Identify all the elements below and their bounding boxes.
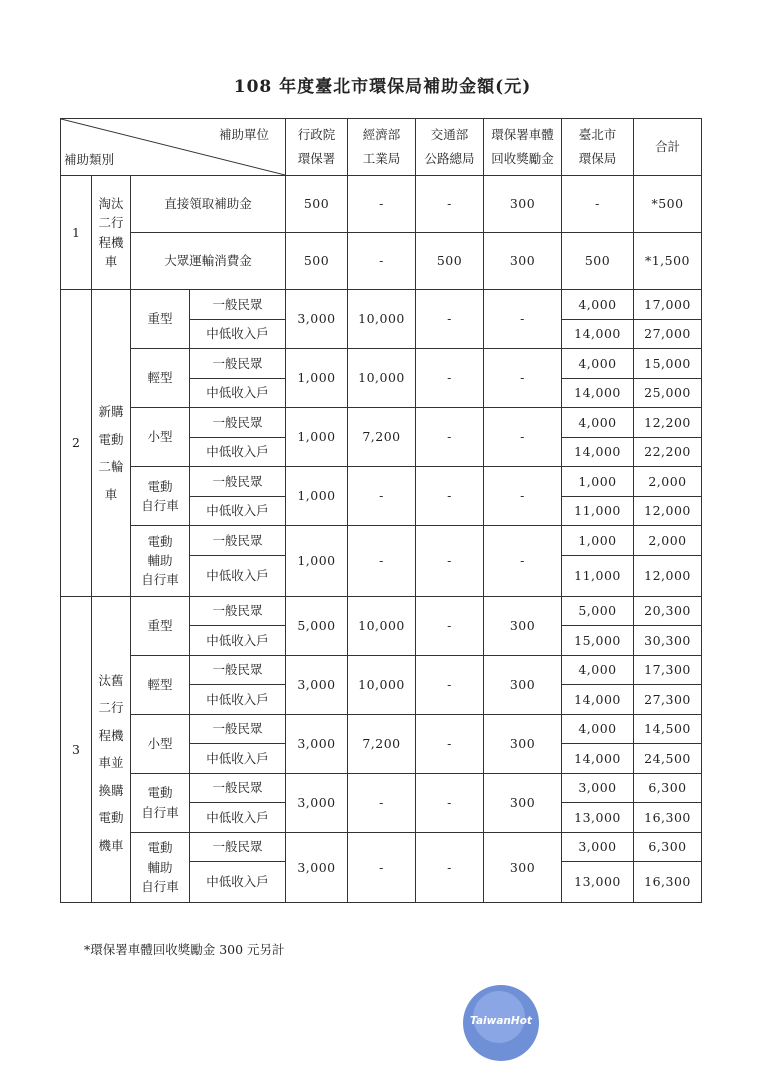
applicant-type: 一般民眾 bbox=[190, 832, 286, 862]
city-amount: 11,000 bbox=[562, 496, 634, 526]
corner-header-cell bbox=[61, 119, 286, 176]
epa-amount: 3,000 bbox=[286, 655, 348, 714]
recycle-amount: 300 bbox=[484, 655, 562, 714]
amount-cell: - bbox=[348, 233, 416, 290]
epa-amount: 5,000 bbox=[286, 596, 348, 655]
thb-amount: - bbox=[416, 408, 484, 467]
applicant-type: 一般民眾 bbox=[190, 526, 286, 556]
header-unit-5 bbox=[634, 119, 702, 176]
header-unit-line: 回收獎勵金 bbox=[491, 151, 554, 166]
vehicle-type-line: 重型 bbox=[147, 311, 173, 327]
header-unit-4 bbox=[562, 119, 634, 176]
vehicle-type bbox=[131, 290, 190, 349]
vehicle-type-line: 電動 bbox=[147, 533, 173, 549]
applicant-type: 中低收入戶 bbox=[190, 437, 286, 467]
idb-amount: 7,200 bbox=[348, 408, 416, 467]
city-amount: 11,000 bbox=[562, 555, 634, 596]
idb-amount: 7,200 bbox=[348, 714, 416, 773]
vehicle-type bbox=[131, 596, 190, 655]
total-amount: 14,500 bbox=[634, 714, 702, 744]
idb-amount: - bbox=[348, 467, 416, 526]
section2-category-line: 電動 bbox=[98, 431, 124, 447]
header-unit-3 bbox=[484, 119, 562, 176]
section2-row bbox=[61, 290, 702, 320]
section3-category-line: 機車 bbox=[98, 837, 124, 853]
section2-category-line: 新購 bbox=[98, 404, 124, 419]
idb-amount: 10,000 bbox=[348, 290, 416, 349]
total-amount: 16,300 bbox=[634, 862, 702, 903]
thb-amount: - bbox=[416, 714, 484, 773]
applicant-type: 一般民眾 bbox=[190, 408, 286, 438]
city-amount: 14,000 bbox=[562, 378, 634, 408]
section-number: 3 bbox=[61, 596, 92, 903]
section3-category-line: 汰舊 bbox=[98, 672, 124, 688]
vehicle-type-line: 輕型 bbox=[147, 676, 173, 692]
section3-category bbox=[92, 596, 131, 903]
amount-cell: *500 bbox=[634, 176, 702, 233]
city-amount: 13,000 bbox=[562, 803, 634, 833]
applicant-type: 中低收入戶 bbox=[190, 319, 286, 349]
section1-row bbox=[61, 176, 702, 233]
applicant-type: 一般民眾 bbox=[190, 714, 286, 744]
applicant-type: 中低收入戶 bbox=[190, 378, 286, 408]
vehicle-type-line: 自行車 bbox=[141, 804, 179, 820]
epa-amount: 3,000 bbox=[286, 832, 348, 903]
section1-category-line: 淘汰 bbox=[98, 195, 124, 211]
header-unit-line: 公路總局 bbox=[424, 151, 475, 166]
applicant-type: 一般民眾 bbox=[190, 349, 286, 379]
idb-amount: 10,000 bbox=[348, 596, 416, 655]
subsidy-item: 大眾運輸消費金 bbox=[131, 233, 286, 290]
total-amount: 12,000 bbox=[634, 496, 702, 526]
city-amount: 4,000 bbox=[562, 349, 634, 379]
thb-amount: - bbox=[416, 773, 484, 832]
section2-category-line: 車 bbox=[104, 486, 118, 502]
amount-cell: *1,500 bbox=[634, 233, 702, 290]
total-amount: 17,000 bbox=[634, 290, 702, 320]
applicant-type: 一般民眾 bbox=[190, 655, 286, 685]
thb-amount: - bbox=[416, 832, 484, 903]
footnote: *環保署車體回收獎勵金 300 元另計 bbox=[84, 942, 285, 957]
amount-cell: - bbox=[562, 176, 634, 233]
section1-category-line: 程機 bbox=[98, 234, 124, 250]
city-amount: 1,000 bbox=[562, 467, 634, 497]
city-amount: 4,000 bbox=[562, 655, 634, 685]
applicant-type: 中低收入戶 bbox=[190, 803, 286, 833]
total-amount: 6,300 bbox=[634, 832, 702, 862]
header-unit-line: 環保署 bbox=[297, 151, 336, 166]
vehicle-type-line: 輔助 bbox=[147, 553, 173, 569]
vehicle-type-line: 小型 bbox=[147, 429, 173, 445]
section1-row bbox=[61, 233, 702, 290]
applicant-type: 一般民眾 bbox=[190, 773, 286, 803]
applicant-type: 中低收入戶 bbox=[190, 626, 286, 656]
applicant-type: 中低收入戶 bbox=[190, 685, 286, 715]
thb-amount: - bbox=[416, 349, 484, 408]
total-amount: 24,500 bbox=[634, 744, 702, 774]
corner-header-top: 補助單位 bbox=[218, 127, 269, 142]
header-unit-line: 行政院 bbox=[297, 127, 336, 143]
section-number: 2 bbox=[61, 290, 92, 597]
total-amount: 6,300 bbox=[634, 773, 702, 803]
applicant-type: 一般民眾 bbox=[190, 290, 286, 320]
vehicle-type bbox=[131, 773, 190, 832]
page-title: 108 年度臺北市環保局補助金額(元) bbox=[233, 77, 532, 97]
city-amount: 4,000 bbox=[562, 714, 634, 744]
thb-amount: - bbox=[416, 526, 484, 597]
vehicle-type bbox=[131, 467, 190, 526]
header-unit-0 bbox=[286, 119, 348, 176]
city-amount: 14,000 bbox=[562, 437, 634, 467]
amount-cell: 500 bbox=[286, 233, 348, 290]
idb-amount: 10,000 bbox=[348, 655, 416, 714]
amount-cell: 300 bbox=[484, 233, 562, 290]
total-amount: 20,300 bbox=[634, 596, 702, 626]
section1-category-line: 二行 bbox=[98, 215, 124, 231]
subsidy-table bbox=[60, 118, 702, 903]
applicant-type: 一般民眾 bbox=[190, 596, 286, 626]
total-amount: 12,200 bbox=[634, 408, 702, 438]
recycle-amount: 300 bbox=[484, 832, 562, 903]
city-amount: 4,000 bbox=[562, 290, 634, 320]
vehicle-type-line: 自行車 bbox=[141, 498, 179, 513]
epa-amount: 3,000 bbox=[286, 773, 348, 832]
applicant-type: 一般民眾 bbox=[190, 467, 286, 497]
vehicle-type-line: 輕型 bbox=[147, 370, 173, 386]
vehicle-type bbox=[131, 526, 190, 597]
idb-amount: - bbox=[348, 832, 416, 903]
vehicle-type bbox=[131, 714, 190, 773]
total-amount: 12,000 bbox=[634, 555, 702, 596]
total-amount: 2,000 bbox=[634, 526, 702, 556]
section3-row bbox=[61, 655, 702, 685]
city-amount: 5,000 bbox=[562, 596, 634, 626]
header-unit-1 bbox=[348, 119, 416, 176]
vehicle-type bbox=[131, 349, 190, 408]
city-amount: 4,000 bbox=[562, 408, 634, 438]
total-amount: 2,000 bbox=[634, 467, 702, 497]
recycle-amount: - bbox=[484, 467, 562, 526]
amount-cell: 500 bbox=[416, 233, 484, 290]
applicant-type: 中低收入戶 bbox=[190, 555, 286, 596]
vehicle-type-line: 自行車 bbox=[141, 572, 179, 588]
city-amount: 14,000 bbox=[562, 685, 634, 715]
section3-row bbox=[61, 596, 702, 626]
header-unit-line: 臺北市 bbox=[578, 127, 617, 143]
section-number: 1 bbox=[61, 176, 92, 290]
section2-row bbox=[61, 349, 702, 379]
epa-amount: 1,000 bbox=[286, 349, 348, 408]
applicant-type: 中低收入戶 bbox=[190, 496, 286, 526]
header-unit-line: 交通部 bbox=[430, 127, 469, 143]
recycle-amount: - bbox=[484, 349, 562, 408]
section3-row bbox=[61, 773, 702, 803]
recycle-amount: - bbox=[484, 290, 562, 349]
header-row bbox=[61, 119, 702, 176]
vehicle-type bbox=[131, 832, 190, 903]
city-amount: 3,000 bbox=[562, 832, 634, 862]
amount-cell: 500 bbox=[286, 176, 348, 233]
applicant-type: 中低收入戶 bbox=[190, 744, 286, 774]
total-amount: 25,000 bbox=[634, 378, 702, 408]
amount-cell: 500 bbox=[562, 233, 634, 290]
recycle-amount: 300 bbox=[484, 596, 562, 655]
total-amount: 27,000 bbox=[634, 319, 702, 349]
section1-category bbox=[92, 176, 131, 290]
vehicle-type bbox=[131, 408, 190, 467]
header-unit-line: 環保署車體 bbox=[491, 127, 554, 143]
recycle-amount: 300 bbox=[484, 773, 562, 832]
city-amount: 14,000 bbox=[562, 319, 634, 349]
epa-amount: 1,000 bbox=[286, 408, 348, 467]
section2-row bbox=[61, 526, 702, 556]
section3-category-line: 程機 bbox=[98, 727, 124, 743]
header-unit-line: 工業局 bbox=[362, 151, 401, 166]
section3-category-line: 換購 bbox=[98, 782, 124, 798]
idb-amount: - bbox=[348, 773, 416, 832]
applicant-type: 中低收入戶 bbox=[190, 862, 286, 903]
total-amount: 27,300 bbox=[634, 685, 702, 715]
city-amount: 1,000 bbox=[562, 526, 634, 556]
header-unit-2 bbox=[416, 119, 484, 176]
recycle-amount: - bbox=[484, 408, 562, 467]
recycle-amount: - bbox=[484, 526, 562, 597]
header-unit-line: 合計 bbox=[654, 139, 680, 155]
city-amount: 15,000 bbox=[562, 626, 634, 656]
section3-row bbox=[61, 714, 702, 744]
city-amount: 14,000 bbox=[562, 744, 634, 774]
section1-category-line: 車 bbox=[104, 253, 118, 269]
city-amount: 13,000 bbox=[562, 862, 634, 903]
taiwanhot-logo bbox=[463, 985, 539, 1061]
section2-category bbox=[92, 290, 131, 597]
vehicle-type-line: 電動 bbox=[147, 785, 173, 801]
amount-cell: - bbox=[416, 176, 484, 233]
section3-category-line: 電動 bbox=[98, 810, 124, 825]
amount-cell: - bbox=[348, 176, 416, 233]
section3-row bbox=[61, 832, 702, 862]
logo-text: TaiwanHot bbox=[470, 1015, 532, 1027]
total-amount: 15,000 bbox=[634, 349, 702, 379]
vehicle-type-line: 電動 bbox=[147, 478, 173, 494]
epa-amount: 3,000 bbox=[286, 290, 348, 349]
header-unit-line: 經濟部 bbox=[362, 127, 401, 143]
vehicle-type-line: 自行車 bbox=[141, 878, 179, 894]
corner-header-bottom: 補助類別 bbox=[64, 151, 115, 167]
epa-amount: 3,000 bbox=[286, 714, 348, 773]
section2-row bbox=[61, 467, 702, 497]
section2-category-line: 二輪 bbox=[98, 459, 124, 474]
total-amount: 22,200 bbox=[634, 437, 702, 467]
vehicle-type-line: 輔助 bbox=[147, 859, 173, 875]
thb-amount: - bbox=[416, 290, 484, 349]
vehicle-type-line: 電動 bbox=[147, 840, 173, 856]
idb-amount: 10,000 bbox=[348, 349, 416, 408]
section2-row bbox=[61, 408, 702, 438]
epa-amount: 1,000 bbox=[286, 526, 348, 597]
amount-cell: 300 bbox=[484, 176, 562, 233]
total-amount: 16,300 bbox=[634, 803, 702, 833]
subsidy-item: 直接領取補助金 bbox=[131, 176, 286, 233]
vehicle-type-line: 小型 bbox=[147, 735, 173, 751]
city-amount: 3,000 bbox=[562, 773, 634, 803]
total-amount: 17,300 bbox=[634, 655, 702, 685]
section3-category-line: 車並 bbox=[98, 755, 124, 770]
total-amount: 30,300 bbox=[634, 626, 702, 656]
header-unit-line: 環保局 bbox=[578, 151, 617, 166]
thb-amount: - bbox=[416, 596, 484, 655]
recycle-amount: 300 bbox=[484, 714, 562, 773]
section3-category-line: 二行 bbox=[98, 700, 124, 715]
thb-amount: - bbox=[416, 655, 484, 714]
idb-amount: - bbox=[348, 526, 416, 597]
vehicle-type bbox=[131, 655, 190, 714]
vehicle-type-line: 重型 bbox=[147, 617, 173, 633]
thb-amount: - bbox=[416, 467, 484, 526]
epa-amount: 1,000 bbox=[286, 467, 348, 526]
